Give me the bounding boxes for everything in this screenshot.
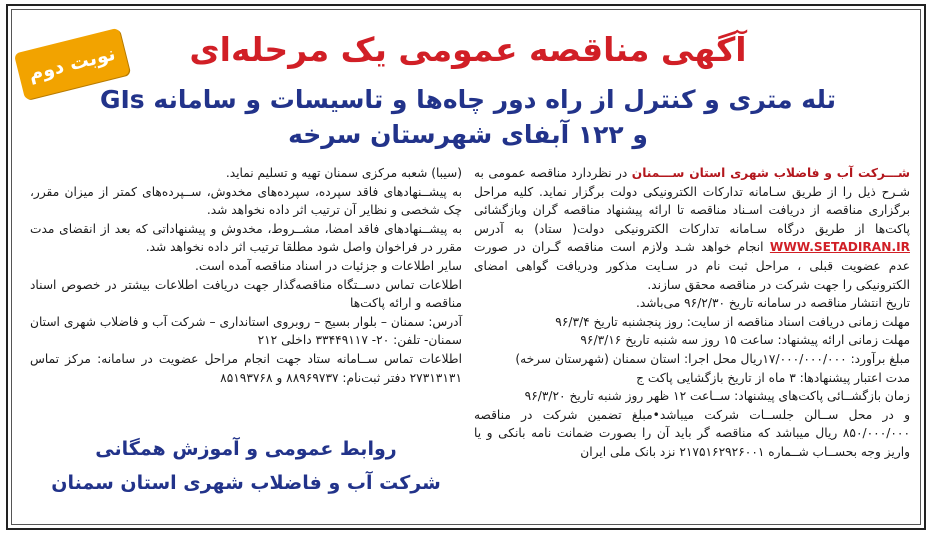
left-line: اطلاعات تماس ســامانه ستاد جهت انجام مراحل عضویت در سامانه: مرکز تماس ۲۷۳۱۳۱۳۱ دفتر ثبت‌نام: ۸۸۹۶۹۷۳۷ و ۸۵۱۹۳۷۶۸ [30, 351, 462, 385]
left-line: اطلاعات تماس دســتگاه مناقصه‌گذار جهت دریافت اطلاعات بیشتر در خصوص اسناد مناقصه و ارائه پاکت‌ها [30, 277, 462, 311]
left-line: آدرس: سمنان – بلوار بسیج – روبروی استانداری – شرکت آب و فاضلاب شهری استان سمنان- تلفن: ۲۰- ۳۳۴۴۹۱۱۷ داخلی ۲۱۲ [30, 314, 462, 348]
right-line: مدت اعتبار پیشنهادها: ۳ ماه از تاریخ بازگشایی پاکت ج [636, 370, 910, 385]
left-line: (سیبا) شعبه مرکزی سمنان تهیه و تسلیم نماید. [225, 166, 462, 180]
round-badge: نوبت دوم [14, 28, 130, 101]
right-line: زمان بازگشــائی پاکت‌های پیشنهاد: ســاعت ۱۲ ظهر روز شنبه تاریخ ۹۶/۳/۲۰ [524, 389, 910, 404]
intro-continuation: انجام خواهد شـد ولازم است مناقصه گـران در صورت عدم عضویت قبلی ، مراحل ثبت نام در سـایت مذکور ودریافت گواهی امضای الکترونیکی را جهت شرکت در مناقصه محقق سازند. [474, 240, 910, 292]
right-line: مبلغ برآورد: ۱۷/۰۰۰/۰۰۰/۰۰۰ریال محل اجرا: استان سمنان (شهرستان سرخه) [515, 351, 910, 366]
right-line: و در محل ســالن جلســات شرکت میباشد•مبلغ تضمین شرکت در مناقصه ۸۵۰/۰۰۰/۰۰۰ ریال میباشد که مناقصه گر باید آن را بصورت ضمانت نامه بانکی و یا واریز وجه بحســاب شــماره ۲۱۷۵۱۶۲۹۲۶۰۰۱ نزد بانک ملی ایران [474, 407, 910, 459]
right-line: مهلت زمانی دریافت اسناد مناقصه از سایت: روز پنجشنبه تاریخ ۹۶/۳/۴ [555, 314, 910, 329]
notice-title: آگهی مناقصه عمومی یک مرحله‌ای [189, 30, 747, 69]
right-line: مهلت زمانی ارائه پیشنهاد: ساعت ۱۵ روز سه شنبه تاریخ ۹۶/۳/۱۶ [580, 333, 910, 348]
right-line: تاریخ انتشار مناقصه در سامانه تاریخ ۹۶/۲/۳۰ می‌باشد. [635, 296, 910, 311]
signature-company: شرکت آب و فاضلاب شهری استان سمنان [51, 472, 441, 494]
website-link[interactable]: WWW.SETADIRAN.IR [769, 240, 910, 255]
intro-text: در نظردارد مناقصه عمومی به شـرح ذیل را از طریق سـامانه تدارکات الکترونیکی دولت برگزار نماید. کلیه مراحل برگزاری مناقصه از دریافت اسـناد مناقصه تا ارائه پیشنهاد مناقصه گران وبازگشائی پاکت‌ها از طریق درگاه سـامانه تدارکات الکترونیکی دولت( ستاد) به آدرس [474, 166, 910, 236]
left-line: به پیشــنهادهای فاقد امضا، مشــروط، مخدوش و پیشنهاداتی که بعد از انقضای مدت مقرر در فراخوان واصل شود مطلقا ترتیب اثر داده نخواهد شد. [30, 221, 462, 255]
left-column [30, 164, 462, 387]
signature-department: روابط عمومی و آموزش همگانی [95, 438, 397, 460]
notice-subtitle-line2: و ۱۲۲ آبفای شهرستان سرخه [288, 120, 648, 149]
intro-paragraph [474, 164, 910, 294]
left-line: سایر اطلاعات و جزئیات در اسناد مناقصه آمده است. [195, 258, 462, 273]
company-name: شـــرکت آب و فاضلاب شهری استان ســـمنان [631, 166, 910, 180]
left-line: به پیشــنهادهای فاقد سپرده، سپرده‌های مخدوش، ســپرده‌های کمتر از میزان مقرر، چک شخصی و نظایر آن ترتیب اثر داده نخواهد شد. [30, 184, 462, 218]
right-column [474, 164, 910, 462]
notice-subtitle-line1: تله متری و کنترل از راه دور چاه‌ها و تاسیسات و سامانه GIs [99, 85, 837, 114]
